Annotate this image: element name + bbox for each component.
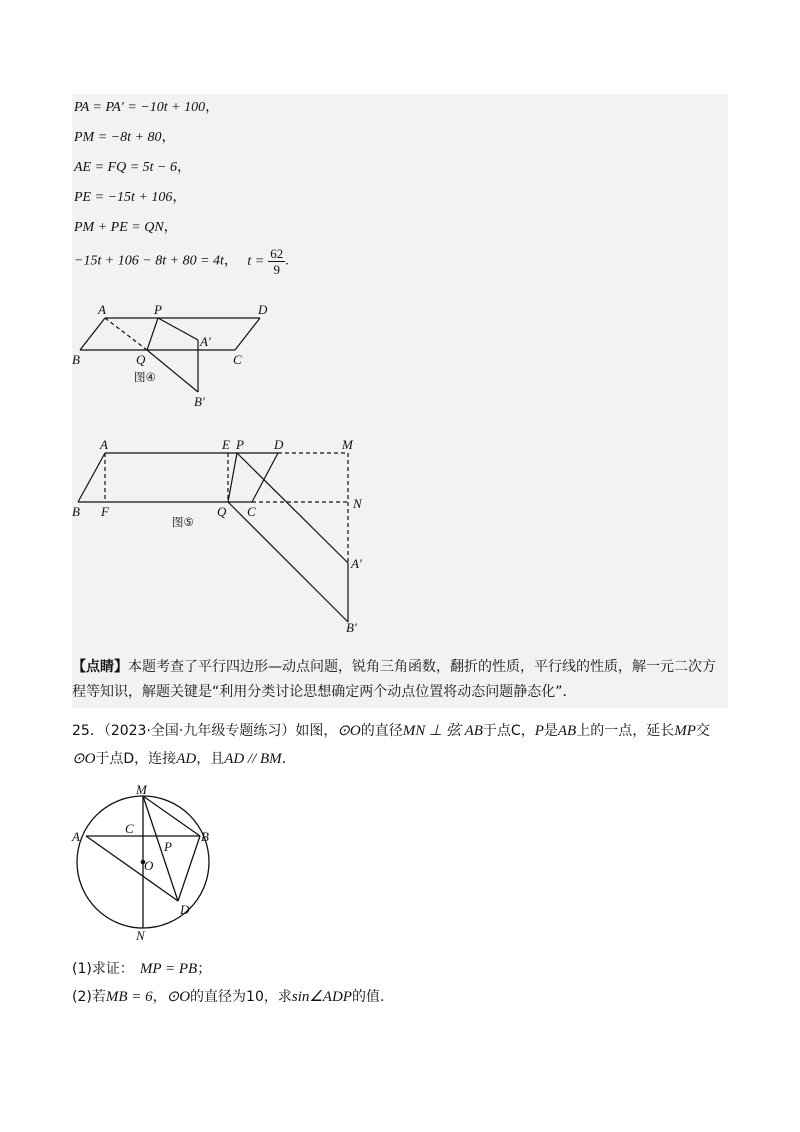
equation-final: −15t + 106 − 8t + 80 = 4t， t = $\frac{62}{9}$ . bbox=[74, 246, 289, 277]
problem-line-1: 25．（2023·全国·九年级专题练习）如图，⊙O的直径MN ⊥ 弦 AB于点C，P是AB上的一点，延长MP交 bbox=[72, 723, 710, 739]
fig4-label-P: P bbox=[154, 302, 162, 317]
equation-2: PM = −8t + 80， bbox=[74, 130, 176, 145]
circle-label-P: P bbox=[164, 839, 172, 854]
fig4-label-B: B bbox=[72, 352, 80, 367]
fig5-label-B: B bbox=[72, 504, 80, 519]
fig5-label-Q: Q bbox=[217, 504, 227, 519]
problem-25 bbox=[72, 717, 732, 773]
fig4-caption: 图④ bbox=[134, 370, 156, 384]
figure-4 bbox=[70, 300, 300, 415]
circle-label-B: B bbox=[201, 829, 209, 844]
fig5-label-C: C bbox=[247, 504, 256, 519]
fig5-caption: 图⑤ bbox=[172, 515, 194, 529]
fig5-label-D: D bbox=[274, 437, 284, 452]
fig5-label-E: E bbox=[222, 437, 230, 452]
fig4-label-D: D bbox=[258, 302, 268, 317]
problem-line-2: ⊙O于点D，连接AD，且AD // BM． bbox=[72, 751, 296, 767]
fig5-label-A: A bbox=[100, 437, 108, 452]
equation-1: PA = PA′ = −10t + 100， bbox=[74, 100, 220, 115]
questions bbox=[72, 955, 732, 1011]
fig5-label-B-prime: B′ bbox=[346, 620, 357, 635]
equation-5: PM + PE = QN， bbox=[74, 220, 178, 235]
fraction: $\frac{62}{9}$ bbox=[270, 246, 284, 277]
fig4-label-Q: Q bbox=[136, 352, 146, 367]
comment-line-2: 程等知识，解题关键是“利用分类讨论思想确定两个动点位置将动态问题静态化”． bbox=[72, 684, 577, 700]
fig5-label-M: M bbox=[342, 437, 353, 452]
circle-label-O: O bbox=[144, 858, 154, 873]
comment-block bbox=[72, 655, 732, 705]
fig5-label-F: F bbox=[101, 504, 109, 519]
fig4-label-B-prime: B′ bbox=[194, 394, 205, 409]
fig4-label-C: C bbox=[233, 352, 242, 367]
equation-3: AE = FQ = 5t − 6， bbox=[74, 160, 191, 175]
fig5-label-N: N bbox=[353, 496, 362, 511]
figure-circle bbox=[70, 780, 220, 943]
circle-label-A: A bbox=[72, 829, 80, 844]
circle-label-M: M bbox=[136, 782, 147, 797]
fig5-label-P: P bbox=[236, 437, 244, 452]
fig4-label-A: A bbox=[98, 302, 106, 317]
circle-label-D: D bbox=[180, 902, 190, 917]
question-2: (2)若MB = 6，⊙O的直径为10，求sin∠ADP的值. bbox=[72, 989, 385, 1005]
figure-5 bbox=[70, 434, 380, 634]
question-1: (1)求证： MP = PB； bbox=[72, 961, 212, 977]
circle-label-C: C bbox=[125, 821, 134, 836]
equation-4: PE = −15t + 106， bbox=[74, 190, 187, 205]
fig5-label-A-prime: A′ bbox=[351, 556, 362, 571]
fig4-label-A-prime: A′ bbox=[200, 334, 211, 349]
comment-line-1: 【点睛】本题考查了平行四边形—动点问题，锐角三角函数，翻折的性质，平行线的性质，解一元二次方 bbox=[72, 659, 716, 675]
circle-label-N: N bbox=[136, 928, 145, 943]
